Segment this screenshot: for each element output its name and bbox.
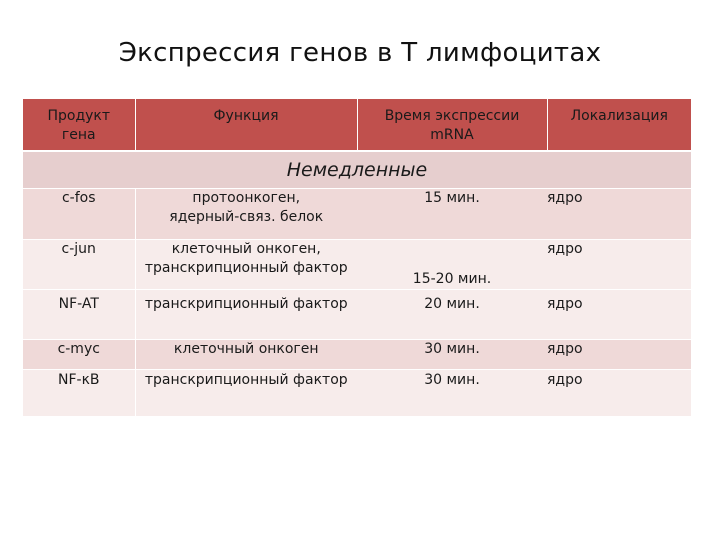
time-cell: 15 мин. [357, 189, 547, 240]
header-label: Продукт гена [47, 108, 111, 143]
table-header-row [23, 99, 691, 151]
gene-expression-table [23, 99, 691, 416]
function-cell: транскрипционный фактор [135, 290, 357, 340]
table-row [23, 370, 691, 416]
header-gene-product [23, 99, 135, 151]
time-cell: 15-20 мин. [357, 240, 547, 290]
table-row [23, 290, 691, 340]
localization-cell: ядро [547, 189, 691, 240]
function-cell: транскрипционный фактор [135, 370, 357, 416]
section-row [23, 151, 691, 189]
header-label: Локализация [570, 108, 668, 124]
slide-title: Экспрессия генов в Т лимфоцитах [118, 38, 602, 68]
gene-cell: NF-AT [23, 290, 135, 340]
function-cell: протоонкоген, ядерный-связ. белок [135, 189, 357, 240]
localization-cell: ядро [547, 370, 691, 416]
header-label: Функция [213, 108, 279, 124]
gene-cell: c-fos [23, 189, 135, 240]
time-cell: 20 мин. [357, 290, 547, 340]
function-cell: клеточный онкоген, транскрипционный фактор [135, 240, 357, 290]
gene-cell: c-myc [23, 340, 135, 370]
localization-cell: ядро [547, 340, 691, 370]
localization-cell: ядро [547, 290, 691, 340]
table-row [23, 189, 691, 240]
time-cell: 30 мин. [357, 370, 547, 416]
table-row [23, 340, 691, 370]
header-expression-time [357, 99, 547, 151]
time-cell: 30 мин. [357, 340, 547, 370]
header-label: Время экспрессии mRNA [384, 108, 520, 143]
table-row [23, 240, 691, 290]
section-title: Немедленные [23, 151, 691, 189]
header-localization [547, 99, 691, 151]
gene-cell: NF-κB [23, 370, 135, 416]
function-cell: клеточный онкоген [135, 340, 357, 370]
header-function [135, 99, 357, 151]
localization-cell: ядро [547, 240, 691, 290]
gene-cell: c-jun [23, 240, 135, 290]
